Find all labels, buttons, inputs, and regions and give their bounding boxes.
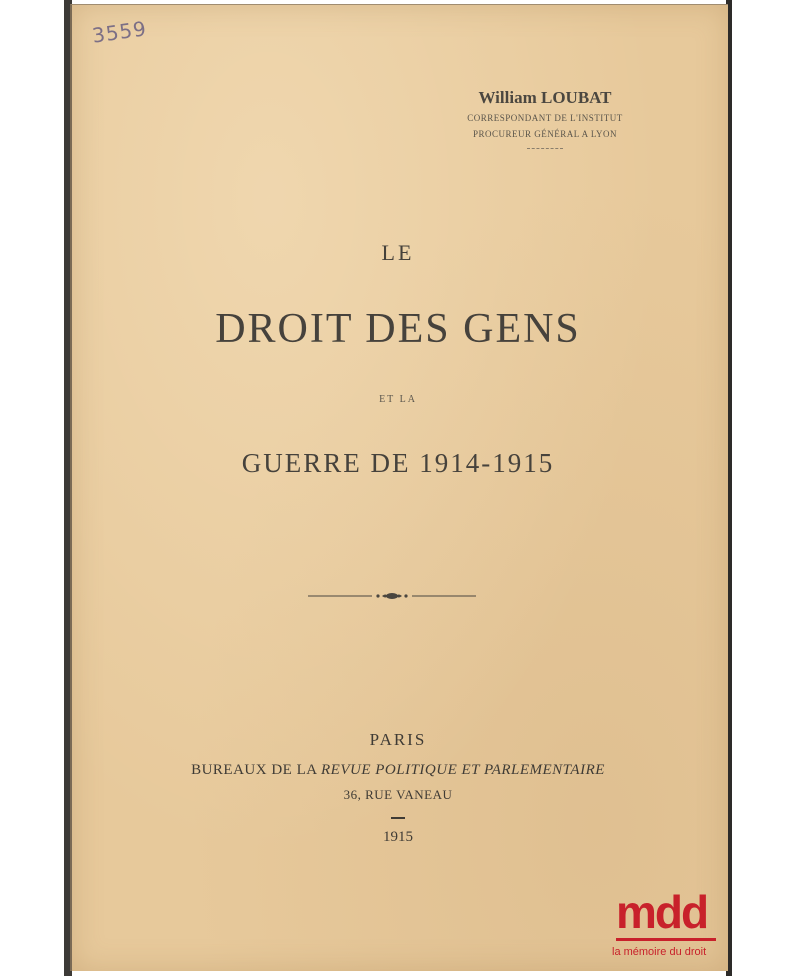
ornament-rule-icon: [308, 588, 476, 604]
logo-tagline: la mémoire du droit: [612, 946, 707, 958]
publisher-prefix: BUREAUX DE LA: [191, 762, 317, 778]
title-article: LE: [381, 240, 415, 265]
logo-mark: mdd: [616, 886, 708, 938]
handwritten-note: 3559: [90, 16, 149, 48]
logo-bar: [616, 938, 716, 941]
author-rule: [527, 148, 563, 149]
imprint-publisher: [70, 762, 726, 779]
author-name: William LOUBAT: [478, 88, 612, 107]
mdd-logo: [612, 888, 722, 968]
author-affiliation-1: CORRESPONDANT DE L'INSTITUT: [467, 113, 623, 123]
imprint-city: PARIS: [369, 730, 427, 749]
title-main: DROIT DES GENS: [215, 306, 581, 352]
imprint-block: [70, 730, 726, 846]
publisher-journal: REVUE POLITIQUE ET PARLEMENTAIRE: [321, 762, 605, 778]
title-connector: ET LA: [379, 394, 417, 405]
imprint-year: 1915: [383, 829, 413, 845]
author-affiliation-2: PROCUREUR GÉNÉRAL A LYON: [472, 129, 618, 139]
imprint-address: 36, RUE VANEAU: [343, 787, 453, 802]
author-block: [440, 88, 650, 149]
imprint-dash: [391, 817, 405, 819]
title-subtitle: GUERRE DE 1914-1915: [241, 448, 555, 478]
